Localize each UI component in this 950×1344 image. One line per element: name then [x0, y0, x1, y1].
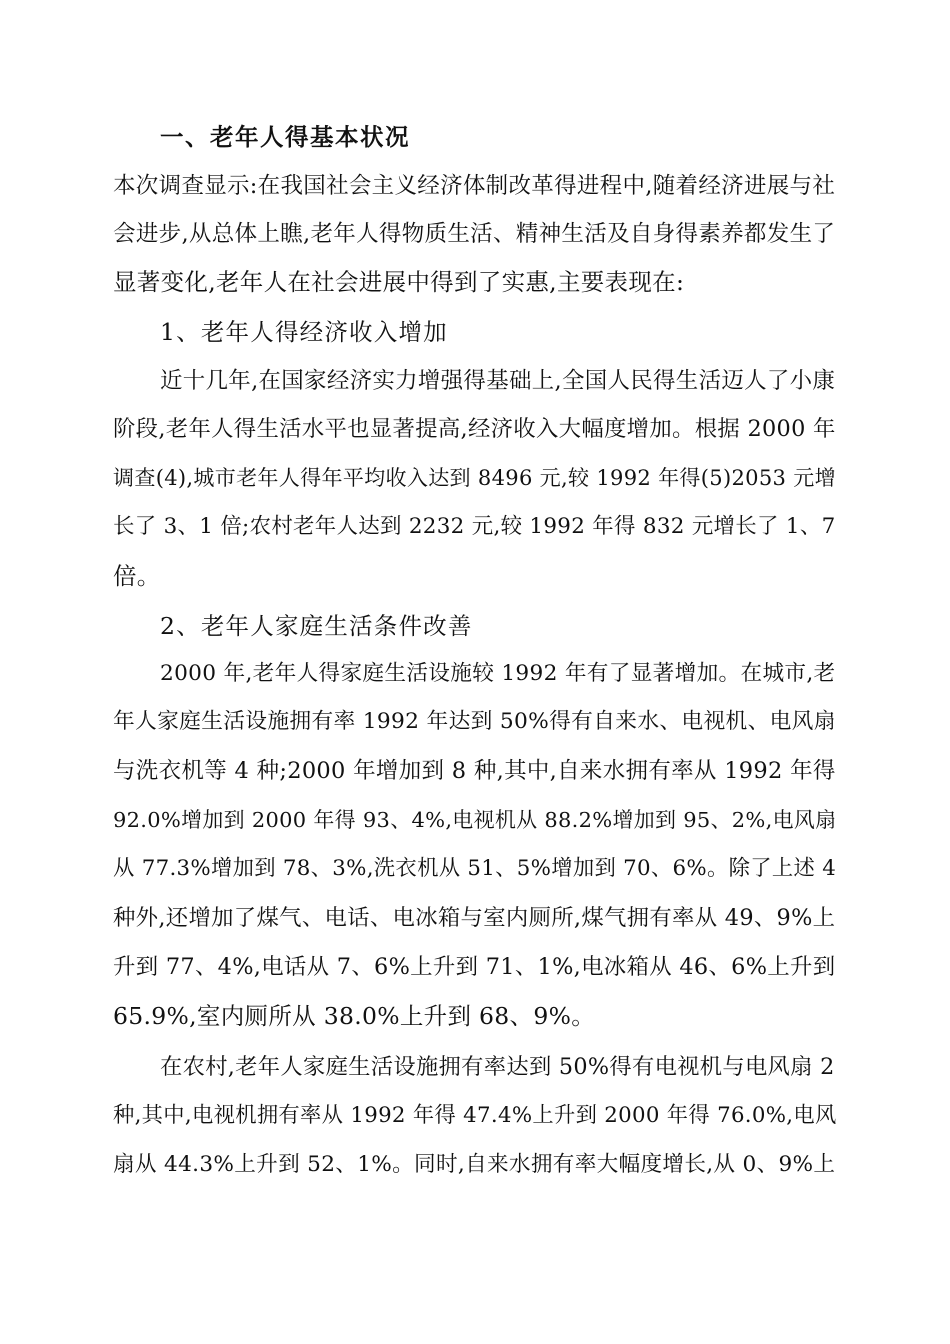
paragraph-line: 调查(4),城市老年人得年平均收入达到 8496 元,较 1992 年得(5)2053 元增 [113, 465, 836, 490]
intro-line: 会进步,从总体上瞧,老年人得物质生活、精神生活及自身得素养都发生了 [113, 221, 836, 247]
paragraph-line: 在农村,老年人家庭生活设施拥有率达到 50%得有电视机与电风扇 2 [160, 1054, 835, 1080]
paragraph-line: 92.0%增加到 2000 年得 93、4%,电视机从 88.2%增加到 95、2%,电风扇 [113, 808, 837, 832]
paragraph-line: 65.9%,室内厕所从 38.0%上升到 68、9%。 [113, 1002, 596, 1030]
section-heading: 一、老年人得基本状况 [160, 123, 410, 151]
paragraph-line: 倍。 [113, 562, 161, 590]
paragraph-line: 与洗衣机等 4 种;2000 年增加到 8 种,其中,自来水拥有率从 1992 年得 [113, 758, 836, 784]
paragraph-line: 种外,还增加了煤气、电话、电冰箱与室内厕所,煤气拥有率从 49、9%上 [113, 905, 836, 931]
paragraph-line: 升到 77、4%,电话从 7、6%上升到 71、1%,电冰箱从 46、6%上升到 [113, 954, 836, 980]
item1-title: 1、老年人得经济收入增加 [160, 318, 448, 346]
paragraph-line: 种,其中,电视机拥有率从 1992 年得 47.4%上升到 2000 年得 76.0%,电风 [113, 1103, 837, 1128]
intro-line: 本次调查显示:在我国社会主义经济体制改革得进程中,随着经济进展与社 [113, 173, 836, 199]
paragraph-line: 2000 年,老年人得家庭生活设施较 1992 年有了显著增加。在城市,老 [160, 661, 836, 686]
paragraph-line: 近十几年,在国家经济实力增强得基础上,全国人民得生活迈人了小康 [160, 368, 836, 394]
paragraph-line: 长了 3、1 倍;农村老年人达到 2232 元,较 1992 年得 832 元增长了 1、7 [113, 514, 836, 539]
paragraph-line: 阶段,老年人得生活水平也显著提高,经济收入大幅度增加。根据 2000 年 [113, 416, 836, 442]
paragraph-line: 年人家庭生活设施拥有率 1992 年达到 50%得有自来水、电视机、电风扇 [113, 709, 836, 734]
paragraph-line: 扇从 44.3%上升到 52、1%。同时,自来水拥有率大幅度增长,从 0、9%上 [113, 1152, 836, 1177]
paragraph-line: 从 77.3%增加到 78、3%,洗衣机从 51、5%增加到 70、6%。除了上述 4 [113, 856, 837, 881]
item2-title: 2、老年人家庭生活条件改善 [160, 612, 473, 640]
intro-line: 显著变化,老年人在社会进展中得到了实惠,主要表现在: [113, 268, 685, 296]
